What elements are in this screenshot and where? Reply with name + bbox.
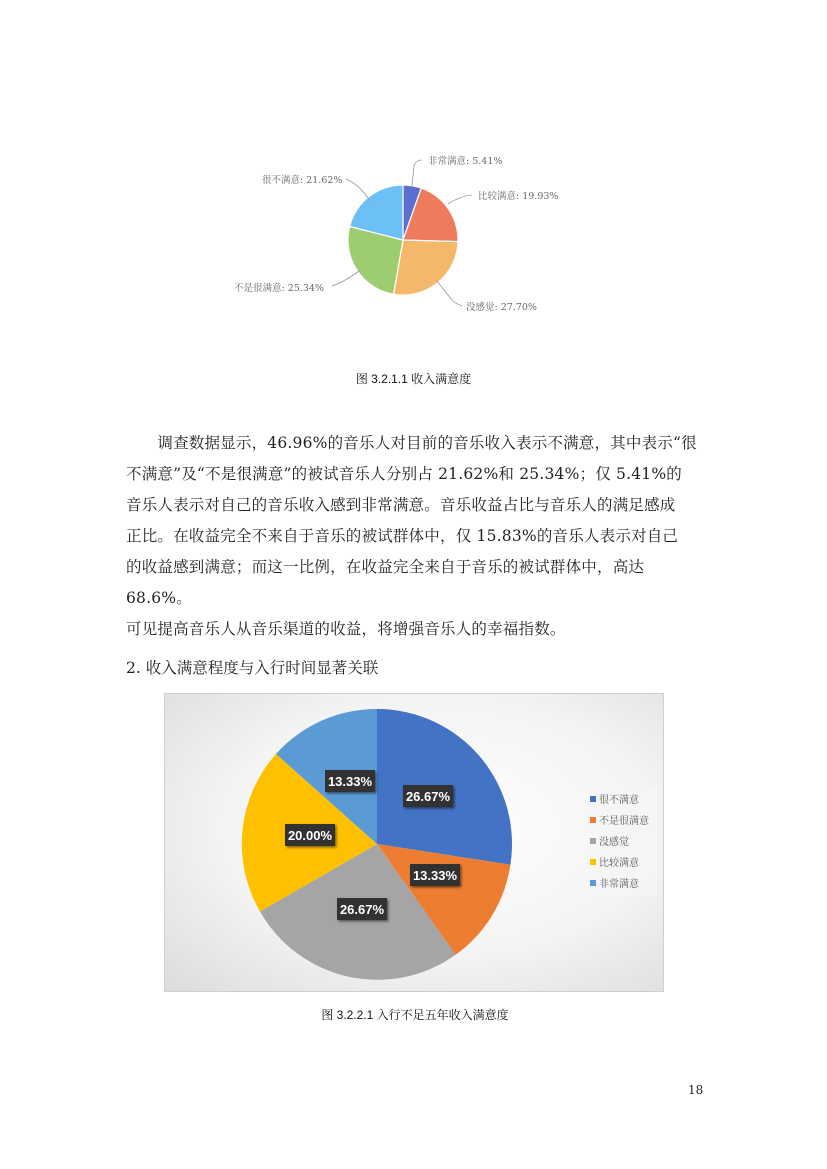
svg-text:13.33%: 13.33% — [412, 868, 458, 883]
section-heading: 2. 收入满意程度与入行时间显著关联 — [126, 659, 379, 677]
svg-text:26.67%: 26.67% — [405, 789, 451, 804]
legend-item-not-very-satisfied — [585, 809, 657, 830]
legend-swatch — [590, 838, 596, 844]
legend-swatch — [590, 817, 596, 823]
legend-item-neutral — [585, 830, 657, 851]
paragraph-line: 调查数据显示，46.96%的音乐人对目前的音乐收入表示不满意，其中表示“很 — [126, 434, 697, 452]
leader-line — [346, 179, 370, 201]
leader-line — [332, 271, 359, 286]
chart-legend — [585, 788, 657, 896]
label-very-dissatisfied: 很不满意: 21.62% — [262, 175, 343, 186]
label-neutral: 没感觉: 27.70% — [466, 302, 537, 313]
legend-swatch — [590, 880, 596, 886]
paragraph-line: 的收益感到满意；而这一比例，在收益完全来自于音乐的被试群体中，高达 68.6%。 — [126, 558, 645, 607]
pie-chart-svg — [220, 140, 580, 330]
leader-line — [437, 281, 462, 306]
legend-swatch — [590, 796, 596, 802]
legend-label: 非常满意 — [599, 879, 639, 890]
svg-text:26.67%: 26.67% — [339, 902, 385, 917]
legend-swatch — [590, 859, 596, 865]
leader-line — [412, 160, 422, 186]
legend-item-very-dissatisfied — [585, 788, 657, 809]
figure-2-caption: 图 3.2.2.1 入行不足五年收入满意度 — [321, 1008, 509, 1022]
legend-label: 没感觉 — [599, 837, 629, 848]
body-paragraph — [126, 428, 702, 645]
paragraph-line: 可见提高音乐人从音乐渠道的收益，将增强音乐人的幸福指数。 — [126, 620, 566, 638]
data-label-very-dissatisfied — [403, 785, 453, 807]
legend-label: 很不满意 — [599, 795, 639, 806]
slice-neutral — [394, 240, 459, 295]
paragraph-line: 不满意”及“不是很满意”的被试音乐人分别占 21.62%和 25.34%；仅 5.41%的 — [126, 465, 682, 483]
svg-text:13.33%: 13.33% — [327, 774, 373, 789]
paragraph-line: 正比。在收益完全不来自于音乐的被试群体中，仅 15.83%的音乐人表示对自己 — [126, 527, 679, 545]
data-label-very-satisfied — [325, 770, 375, 792]
legend-label: 不是很满意 — [599, 816, 649, 827]
leader-line — [448, 195, 472, 204]
label-fairly-satisfied: 比较满意: 19.93% — [478, 191, 559, 202]
legend-item-fairly-satisfied — [585, 851, 657, 872]
legend-label: 比较满意 — [599, 858, 639, 869]
paragraph-line: 音乐人表示对自己的音乐收入感到非常满意。音乐收益占比与音乐人的满足感成 — [126, 496, 676, 514]
figure-1-caption: 图 3.2.1.1 收入满意度 — [355, 372, 472, 386]
legend-item-very-satisfied — [585, 872, 657, 893]
page-number: 18 — [688, 1083, 704, 1097]
label-very-satisfied: 非常满意: 5.41% — [428, 156, 503, 167]
data-label-not-very-satisfied — [410, 864, 460, 886]
income-satisfaction-pie-chart — [220, 140, 580, 330]
label-not-very-satisfied: 不是很满意: 25.34% — [234, 283, 324, 294]
data-label-neutral — [337, 898, 387, 920]
svg-text:20.00%: 20.00% — [287, 828, 333, 843]
data-label-fairly-satisfied — [285, 824, 335, 846]
